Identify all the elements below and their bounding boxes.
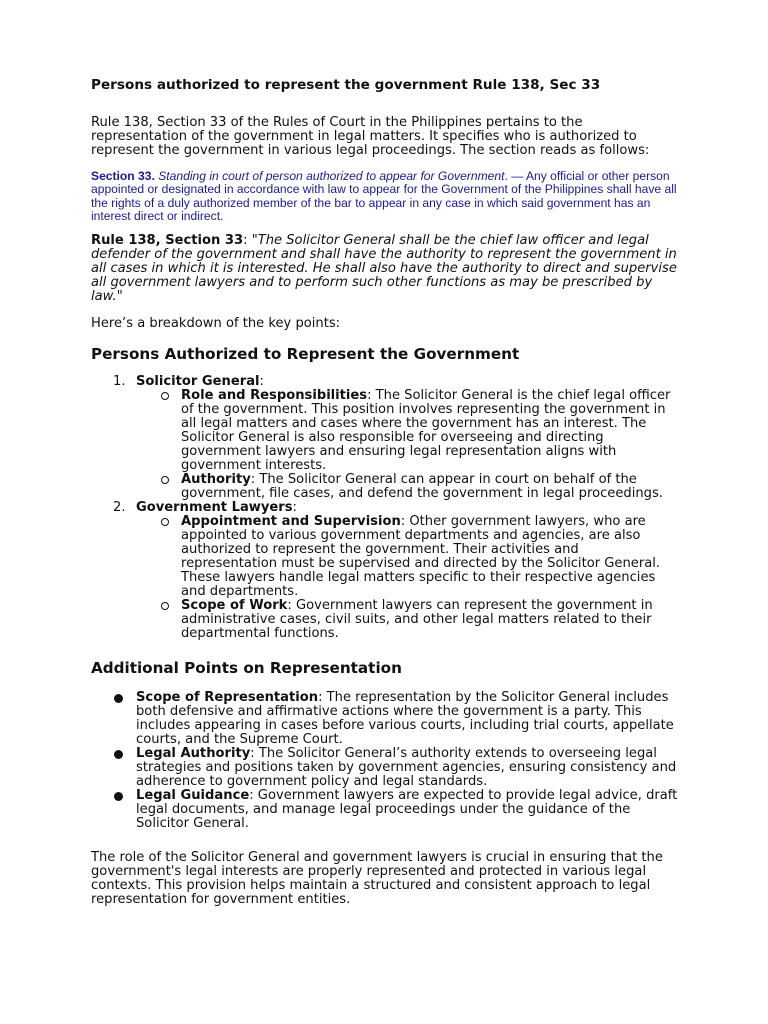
bullet-dot-icon — [114, 694, 123, 703]
colon: : — [292, 499, 297, 515]
numbered-item-government-lawyers — [91, 501, 678, 641]
sub-item-term: Role and Responsibilities — [181, 387, 368, 403]
hollow-circle-icon — [161, 602, 169, 610]
heading-additional-points: Additional Points on Representation — [91, 658, 402, 677]
numbered-item-title: Government Lawyers — [136, 499, 293, 515]
sub-item-role — [91, 389, 678, 473]
sub-item-term: Authority — [181, 471, 251, 487]
hollow-circle-icon — [161, 476, 169, 484]
quote-italic: Standing in court of person authorized to appear for Government — [158, 169, 505, 183]
breakdown-intro: Here’s a breakdown of the key points: — [91, 315, 341, 331]
sub-item-term: Appointment and Supervision — [181, 513, 401, 529]
sub-item-text: : The Solicitor General can appear in court on behalf of the government, file cases, and defend the government in legal proceedings. — [181, 471, 663, 501]
hollow-circle-icon — [161, 518, 169, 526]
sub-item-text: : Other government lawyers, who are appointed to various government departments and agencies, are also authorized to represent the government. Their activities and representation must be supervised and directed by the Solicitor General. These lawyers handle legal matters specific to their respective agencies and departments. — [181, 513, 661, 599]
sub-item-scope-of-work — [91, 599, 678, 641]
sub-item-text: : The Solicitor General is the chief legal officer of the government. This position involves representing the government in all legal matters and cases where the government has an interest. The Solicitor General is also responsible for overseeing and directing government lawyers and ensuring legal representation aligns with government interests. — [181, 387, 671, 473]
quote-rest: . — Any official or other person appointed or designated in accordance with law to appear for the Government of the Philippines shall have all the rights of a duly authorized member of the bar to appear in any case in which said government has an interest direct or indirect. — [91, 169, 677, 224]
bullet-term: Legal Authority — [136, 745, 251, 761]
bullet-dot-icon — [114, 750, 123, 759]
list-number: 2. — [113, 499, 126, 515]
section-33-quote — [91, 170, 678, 224]
bullet-term: Legal Guidance — [136, 787, 250, 803]
bullet-text: : The representation by the Solicitor General includes both defensive and affirmative actions where the government is a party. This includes appearing in cases before various courts, including trial courts, appellate courts, and the Supreme Court. — [136, 689, 674, 747]
numbered-list — [91, 375, 678, 641]
sub-item-authority — [91, 473, 678, 501]
sub-list — [136, 389, 678, 501]
sub-item-term: Scope of Work — [181, 597, 288, 613]
list-number: 1. — [113, 373, 126, 389]
document-title: Persons authorized to represent the government Rule 138, Sec 33 — [91, 77, 601, 93]
bullet-item-legal-guidance — [91, 789, 678, 831]
bullet-text: : The Solicitor General’s authority extends to overseeing legal strategies and positions taken by government agencies, ensuring consistency and adherence to government policy and legal standards. — [136, 745, 677, 789]
sg-section-close: " — [116, 288, 123, 304]
hollow-circle-icon — [161, 392, 169, 400]
numbered-item-solicitor-general — [91, 375, 678, 501]
sub-item-appointment — [91, 515, 678, 599]
bullet-dot-icon — [114, 792, 123, 801]
sg-section-label: Rule 138, Section 33 — [91, 232, 244, 248]
quote-label: Section 33. — [91, 169, 155, 183]
sg-section-open: : " — [243, 232, 258, 248]
bullet-item-scope — [91, 691, 678, 747]
bullet-item-legal-authority — [91, 747, 678, 789]
sg-section-paragraph — [91, 234, 678, 304]
conclusion-paragraph: The role of the Solicitor General and government lawyers is crucial in ensuring that the government's legal interests are properly represented and protected in various legal contexts. This provision helps maintain a structured and consistent approach to legal representation for government entities. — [91, 849, 663, 907]
heading-persons-authorized: Persons Authorized to Represent the Government — [91, 344, 520, 363]
bullet-text: : Government lawyers are expected to provide legal advice, draft legal documents, and manage legal proceedings under the guidance of the Solicitor General. — [136, 787, 678, 831]
intro-paragraph: Rule 138, Section 33 of the Rules of Court in the Philippines pertains to the representation of the government in legal matters. It specifies who is authorized to represent the government in various legal proceedings. The section reads as follows: — [91, 115, 650, 158]
colon: : — [259, 373, 264, 389]
sub-item-text: : Government lawyers can represent the government in administrative cases, civil suits, and other legal matters related to their departmental functions. — [181, 597, 653, 641]
bullet-term: Scope of Representation — [136, 689, 319, 705]
bullet-list — [91, 691, 678, 831]
numbered-item-title: Solicitor General — [136, 373, 260, 389]
sub-list — [136, 515, 678, 641]
sg-section-italic: The Solicitor General shall be the chief law officer and legal defender of the government and shall have the authority to represent the government in all cases in which it is interested. He shall also have the authority to direct and supervise all government lawyers and to perform such other functions as may be prescribed by law. — [91, 232, 677, 304]
